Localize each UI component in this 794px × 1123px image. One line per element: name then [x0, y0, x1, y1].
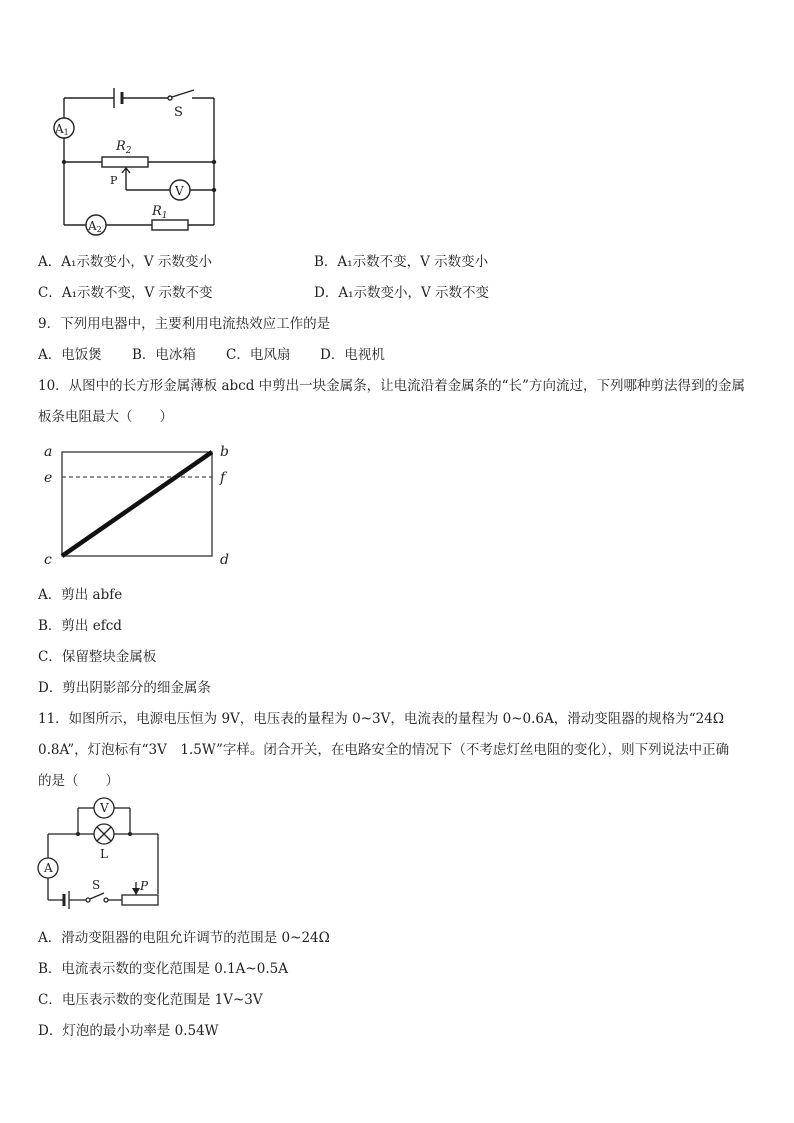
- q9-stem: 9．下列用电器中，主要利用电流热效应工作的是: [38, 316, 331, 332]
- q11-option-b: B．电流表示数的变化范围是 0.1A~0.5A: [38, 961, 288, 977]
- q10-label-c: c: [44, 552, 52, 568]
- q8-label-s: S: [174, 105, 183, 120]
- q8-label-v: V: [175, 184, 184, 198]
- q11-label-a: A: [44, 861, 53, 875]
- q8-option-b: B．A₁示数不变，V 示数变小: [314, 254, 489, 270]
- q10-label-b: b: [220, 444, 229, 460]
- q10-stem-line1: 10．从图中的长方形金属薄板 abcd 中剪出一块金属条，让电流沿着金属条的“长”方向流过，下列哪种剪法得到的金属: [38, 378, 745, 394]
- q10-metal-plate-diagram: [38, 440, 238, 570]
- q8-label-a1: A1: [55, 122, 69, 137]
- q9-option-a: A．电饭煲: [38, 347, 102, 363]
- q8-option-d: D．A₁示数变小，V 示数不变: [314, 285, 490, 301]
- q9-option-c: C．电风扇: [226, 347, 291, 363]
- q8-label-p: P: [110, 174, 118, 187]
- q8-circuit-diagram: [40, 80, 240, 240]
- q10-stem-line2: 板条电阻最大（ ）: [38, 409, 173, 425]
- q11-option-d: D．灯泡的最小功率是 0.54W: [38, 1023, 219, 1039]
- q11-circuit-diagram: [36, 796, 176, 916]
- q11-option-c: C．电压表示数的变化范围是 1V~3V: [38, 992, 263, 1008]
- q10-label-e: e: [44, 470, 53, 486]
- q11-label-s: S: [92, 878, 101, 892]
- q11-stem-line3: 的是（ ）: [38, 773, 119, 789]
- q11-label-l: L: [100, 847, 108, 861]
- q11-stem-line1: 11．如图所示，电源电压恒为 9V，电压表的量程为 0~3V，电流表的量程为 0~0.6A，滑动变阻器的规格为“24Ω: [38, 711, 725, 727]
- q11-stem-line2: 0.8A”，灯泡标有“3V 1.5W”字样。闭合开关，在电路安全的情况下（不考虑灯丝电阻的变化），则下列说法中正确: [38, 742, 730, 758]
- q9-option-d: D．电视机: [320, 347, 385, 363]
- q11-option-a: A．滑动变阻器的电阻允许调节的范围是 0~24Ω: [38, 930, 330, 946]
- q10-label-d: d: [220, 552, 229, 568]
- q9-option-b: B．电冰箱: [132, 347, 196, 363]
- q8-option-a: A．A₁示数变小，V 示数变小: [38, 254, 212, 270]
- q8-label-r2: $R_2$: [116, 139, 132, 156]
- q11-label-v: V: [100, 801, 109, 815]
- q10-option-c: C．保留整块金属板: [38, 649, 157, 665]
- q10-option-d: D．剪出阴影部分的细金属条: [38, 680, 211, 696]
- q8-option-c: C．A₁示数不变，V 示数不变: [38, 285, 213, 301]
- q11-label-p: P: [140, 879, 149, 893]
- q10-option-b: B．剪出 efcd: [38, 618, 122, 634]
- q8-label-r1: $R_1$: [152, 204, 168, 221]
- q10-label-a: a: [44, 444, 53, 460]
- q10-option-a: A．剪出 abfe: [38, 587, 123, 603]
- q8-label-a2: A2: [88, 219, 102, 234]
- q10-label-f: f: [220, 470, 226, 486]
